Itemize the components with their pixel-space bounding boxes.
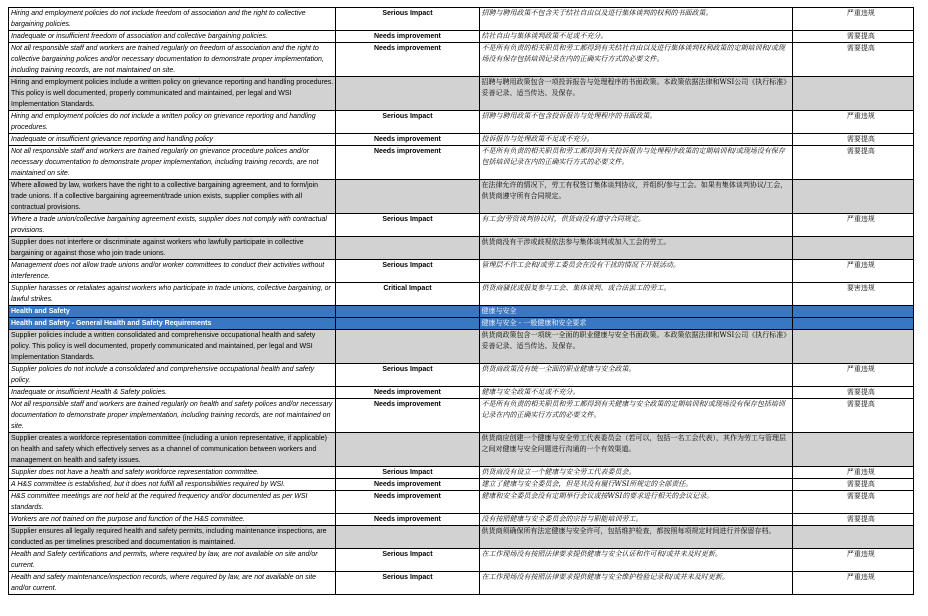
- impact-level-cell: [336, 318, 479, 330]
- chinese-level-cell: 需要提高: [792, 146, 913, 180]
- table-row: [9, 214, 914, 237]
- chinese-level-cell: [792, 318, 913, 330]
- english-text-cell: Not all responsible staff and workers are trained regularly on health and safety polices and/or necessary documentation to demonstrate proper implementation, including training records, are not maintained on site.: [9, 399, 336, 433]
- chinese-level-cell: [792, 526, 913, 549]
- chinese-text-cell: 招聘与聘用政策不包含关于结社自由以及进行集体谈判的权利的书面政策。: [479, 8, 792, 31]
- chinese-level-cell: 严重违规: [792, 572, 913, 595]
- english-text-cell: Inadequate or insufficient freedom of association and collective bargaining policies.: [9, 31, 336, 43]
- section-header-row: [9, 318, 914, 330]
- chinese-text-cell: 健康与安全 - 一般健康和安全要求: [479, 318, 792, 330]
- chinese-text-cell: 健康和安全委员会没有定期举行会议或按WSI的要求进行相关的会议记录。: [479, 491, 792, 514]
- impact-level-cell: Serious Impact: [336, 572, 479, 595]
- table-row: [9, 572, 914, 595]
- chinese-level-cell: 严重违规: [792, 8, 913, 31]
- chinese-text-cell: 供货商没有设立一个健康与安全劳工代表委员会。: [479, 467, 792, 479]
- compliance-table-body: [9, 8, 914, 595]
- table-row: [9, 8, 914, 31]
- english-text-cell: Where a trade union/collective bargaining agreement exists, supplier does not comply with contractual provisions.: [9, 214, 336, 237]
- impact-level-cell: Serious Impact: [336, 8, 479, 31]
- impact-level-cell: Serious Impact: [336, 214, 479, 237]
- english-text-cell: Management does not allow trade unions and/or worker committees to conduct their activities without interference.: [9, 260, 336, 283]
- english-text-cell: Supplier policies include a written consolidated and comprehensive occupational health and safety policy. This policy is well documented, properly communicated and maintained, per legal and WSI Implementation Standards.: [9, 330, 336, 364]
- impact-level-cell: Needs improvement: [336, 491, 479, 514]
- requirement-row: [9, 526, 914, 549]
- chinese-level-cell: 需要提高: [792, 387, 913, 399]
- chinese-text-cell: 投诉报告与处理政策不足或不充分。: [479, 134, 792, 146]
- chinese-text-cell: 招聘与聘用政策不包含投诉报告与处理程序的书面政策。: [479, 111, 792, 134]
- english-text-cell: H&S committee meetings are not held at the required frequency and/or documented as per WSI standards.: [9, 491, 336, 514]
- table-row: [9, 283, 914, 306]
- chinese-level-cell: 需要提高: [792, 134, 913, 146]
- table-row: [9, 549, 914, 572]
- impact-level-cell: [336, 180, 479, 214]
- impact-level-cell: [336, 237, 479, 260]
- requirement-row: [9, 330, 914, 364]
- chinese-text-cell: 供货商政策没有统一全面的职业健康与安全政策。: [479, 364, 792, 387]
- chinese-text-cell: 不是所有负责的相关职员和劳工都得到有关投诉报告与处理程序政策的定期培训和/或现场没有保存包括培训记录在内的正确实行方式的必要文件。: [479, 146, 792, 180]
- chinese-level-cell: [792, 306, 913, 318]
- impact-level-cell: Critical Impact: [336, 283, 479, 306]
- impact-level-cell: Needs improvement: [336, 146, 479, 180]
- impact-level-cell: Needs improvement: [336, 399, 479, 433]
- table-row: [9, 134, 914, 146]
- table-row: [9, 146, 914, 180]
- table-row: [9, 399, 914, 433]
- impact-level-cell: [336, 306, 479, 318]
- english-text-cell: Supplier harasses or retaliates against workers who participate in trade unions, collective bargaining, or lawful strikes.: [9, 283, 336, 306]
- chinese-level-cell: 需要提高: [792, 399, 913, 433]
- requirement-row: [9, 237, 914, 260]
- chinese-level-cell: 严重违规: [792, 467, 913, 479]
- chinese-level-cell: 严重违规: [792, 214, 913, 237]
- english-text-cell: Inadequate or insufficient grievance reporting and handling policy: [9, 134, 336, 146]
- chinese-text-cell: 不是所有负责的相关职员和劳工都得到有关健康与安全政策的定期培训和/或现场没有保存包括培训记录在内的正确实行方式的必要文件。: [479, 399, 792, 433]
- requirement-row: [9, 180, 914, 214]
- table-row: [9, 467, 914, 479]
- chinese-level-cell: 严重违规: [792, 111, 913, 134]
- chinese-text-cell: 在法律允许的情况下，劳工有权签订集体谈判协议，并组织/参与工会。如果有集体谈判协议/工会，供货商遵守所有合同规定。: [479, 180, 792, 214]
- english-text-cell: Supplier does not have a health and safety workforce representation committee.: [9, 467, 336, 479]
- chinese-level-cell: [792, 237, 913, 260]
- impact-level-cell: Serious Impact: [336, 467, 479, 479]
- impact-level-cell: [336, 330, 479, 364]
- table-row: [9, 43, 914, 77]
- impact-level-cell: Needs improvement: [336, 387, 479, 399]
- english-text-cell: A H&S committee is established, but it does not fulfill all responsibilities required by WSI.: [9, 479, 336, 491]
- english-text-cell: Supplier does not interfere or discriminate against workers who lawfully participate in collective bargaining or against those who join trade unions.: [9, 237, 336, 260]
- chinese-level-cell: 需要提高: [792, 479, 913, 491]
- english-text-cell: Health and Safety - General Health and Safety Requirements: [9, 318, 336, 330]
- impact-level-cell: Serious Impact: [336, 549, 479, 572]
- table-row: [9, 491, 914, 514]
- english-text-cell: Health and Safety certifications and permits, where required by law, are not available on site and/or current.: [9, 549, 336, 572]
- impact-level-cell: Needs improvement: [336, 31, 479, 43]
- english-text-cell: Hiring and employment policies include a written policy on grievance reporting and handling procedures. This policy is well documented, properly communicated and maintained, per legal and WSI Implementation Standards.: [9, 77, 336, 111]
- impact-level-cell: [336, 433, 479, 467]
- impact-level-cell: Needs improvement: [336, 43, 479, 77]
- requirement-row: [9, 77, 914, 111]
- chinese-level-cell: [792, 77, 913, 111]
- chinese-level-cell: 严重违规: [792, 260, 913, 283]
- chinese-level-cell: [792, 433, 913, 467]
- chinese-level-cell: 要害违规: [792, 283, 913, 306]
- english-text-cell: Where allowed by law, workers have the right to a collective bargaining agreement, and to form/join trade unions. If a collective bargaining agreement/trade union exists, supplier complies with all contractual provisions.: [9, 180, 336, 214]
- impact-level-cell: [336, 77, 479, 111]
- chinese-text-cell: 供货商政策包含一项统一全面的职业健康与安全书面政策。本政策依据法律和WSI公司《执行标准》妥善记录、适当传达、及保存。: [479, 330, 792, 364]
- english-text-cell: Supplier creates a workforce representation committee (including a union representative, if applicable) on health and safety which effectively serves as a channel of communication between workers and management on health and safety issues.: [9, 433, 336, 467]
- chinese-level-cell: [792, 180, 913, 214]
- english-text-cell: Not all responsible staff and workers are trained regularly on freedom of association and the right to collective bargaining polices and/or necessary documentation to demonstrate proper implementation, including training records, are not maintained on site.: [9, 43, 336, 77]
- chinese-text-cell: 没有按照健康与安全委员会的宗旨与职能培训劳工。: [479, 514, 792, 526]
- table-row: [9, 111, 914, 134]
- impact-level-cell: [336, 526, 479, 549]
- english-text-cell: Workers are not trained on the purpose and function of the H&S committee.: [9, 514, 336, 526]
- chinese-text-cell: 供货商须确保所有法定健康与安全许可，包括维护检查，都按照每项规定时间进行并保留存档。: [479, 526, 792, 549]
- impact-level-cell: Serious Impact: [336, 111, 479, 134]
- impact-level-cell: Serious Impact: [336, 260, 479, 283]
- impact-level-cell: Needs improvement: [336, 514, 479, 526]
- chinese-level-cell: [792, 330, 913, 364]
- chinese-level-cell: 需要提高: [792, 491, 913, 514]
- table-row: [9, 31, 914, 43]
- chinese-text-cell: 健康与安全: [479, 306, 792, 318]
- chinese-text-cell: 供货商骚扰或报复参与工会、集体谈判、或合法罢工的劳工。: [479, 283, 792, 306]
- chinese-text-cell: 供货商应创建一个健康与安全劳工代表委员会（若可以，包括一名工会代表），其作为劳工与管理层之间对健康与安全问题进行沟通的一个有效渠道。: [479, 433, 792, 467]
- chinese-level-cell: 需要提高: [792, 31, 913, 43]
- chinese-text-cell: 管理层不许工会和/或劳工委员会在没有干扰的情况下开展活动。: [479, 260, 792, 283]
- english-text-cell: Hiring and employment policies do not include freedom of association and the right to collective bargaining policies.: [9, 8, 336, 31]
- chinese-level-cell: 严重违规: [792, 549, 913, 572]
- table-row: [9, 387, 914, 399]
- table-row: [9, 514, 914, 526]
- chinese-text-cell: 健康与安全政策不足或不充分。: [479, 387, 792, 399]
- english-text-cell: Inadequate or insufficient Health & Safety policies.: [9, 387, 336, 399]
- chinese-text-cell: 建立了健康与安全委员会，但是其没有履行WSI所规定的全部责任。: [479, 479, 792, 491]
- english-text-cell: Supplier ensures all legally required health and safety permits, including maintenance inspections, are conducted as per timelines prescribed and documentation is maintained.: [9, 526, 336, 549]
- impact-level-cell: Needs improvement: [336, 134, 479, 146]
- compliance-table: [8, 7, 914, 595]
- chinese-text-cell: 有工会/劳资谈判协议时，供货商没有遵守合同规定。: [479, 214, 792, 237]
- chinese-text-cell: 供货商没有干涉或歧视依法参与集体谈判或加入工会的劳工。: [479, 237, 792, 260]
- table-row: [9, 260, 914, 283]
- chinese-level-cell: 严重违规: [792, 364, 913, 387]
- chinese-text-cell: 不是所有负责的相关职员和劳工都得到有关结社自由以及进行集体谈判权利政策的定期培训和/或现场没有保存包括培训记录在内的正确实行方式的必要文件。: [479, 43, 792, 77]
- english-text-cell: Supplier policies do not include a consolidated and comprehensive occupational health and safety policy.: [9, 364, 336, 387]
- table-row: [9, 364, 914, 387]
- english-text-cell: Hiring and employment policies do not include a written policy on grievance reporting and handling procedures.: [9, 111, 336, 134]
- chinese-level-cell: 需要提高: [792, 514, 913, 526]
- chinese-text-cell: 在工作现场没有按照法律要求提供健康与安全认证和许可和/或并未及时更新。: [479, 549, 792, 572]
- chinese-text-cell: 在工作现场没有按照法律要求提供健康与安全维护检验记录和/或并未及时更新。: [479, 572, 792, 595]
- english-text-cell: Health and safety maintenance/inspection records, where required by law, are not available on site and/or current.: [9, 572, 336, 595]
- impact-level-cell: Needs improvement: [336, 479, 479, 491]
- chinese-level-cell: 需要提高: [792, 43, 913, 77]
- english-text-cell: Health and Safety: [9, 306, 336, 318]
- chinese-text-cell: 招聘与聘用政策包含一项投诉报告与处理程序的书面政策。本政策依据法律和WSI公司《执行标准》妥善记录、适当传达、及保存。: [479, 77, 792, 111]
- chinese-text-cell: 结社自由与集体谈判政策不足或不充分。: [479, 31, 792, 43]
- english-text-cell: Not all responsible staff and workers are trained regularly on grievance procedure polices and/or necessary documentation to demonstrate proper implementation, including training records, are not maintained on site.: [9, 146, 336, 180]
- table-row: [9, 479, 914, 491]
- impact-level-cell: Serious Impact: [336, 364, 479, 387]
- section-header-row: [9, 306, 914, 318]
- requirement-row: [9, 433, 914, 467]
